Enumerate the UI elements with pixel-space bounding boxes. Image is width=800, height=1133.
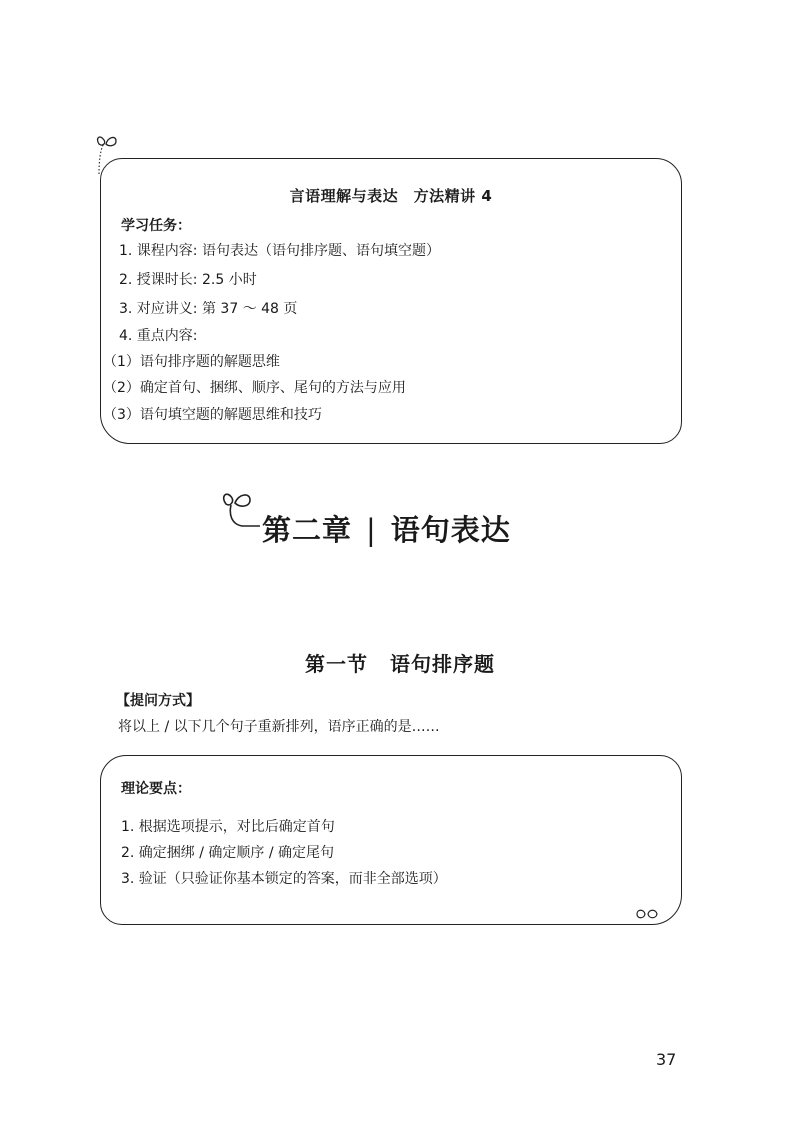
lesson-title: 言语理解与表达 方法精讲 4	[289, 187, 493, 205]
ask-method-text: 将以上 / 以下几个句子重新排列，语序正确的是……	[118, 719, 440, 735]
task-line: （2）确定首句、捆绑、顺序、尾句的方法与应用	[103, 380, 406, 396]
ask-method-heading: 【提问方式】	[116, 693, 200, 709]
task-line: 2. 授课时长: 2.5 小时	[119, 272, 257, 288]
section-number: 第一节	[305, 652, 368, 676]
page-number: 37	[656, 1050, 677, 1069]
section-title	[0, 648, 800, 677]
section-name: 语句排序题	[390, 652, 495, 676]
task-line: 1. 课程内容: 语句表达（语句排序题、语句填空题）	[119, 243, 440, 259]
theory-points-card	[100, 755, 682, 925]
task-heading: 学习任务：	[121, 218, 191, 234]
chapter-number: 第二章	[262, 513, 353, 547]
task-line: （3）语句填空题的解题思维和技巧	[103, 407, 322, 423]
theory-point: 1. 根据选项提示，对比后确定首句	[121, 819, 335, 835]
sprout-icon	[634, 906, 660, 922]
sprout-icon	[218, 488, 264, 534]
theory-point: 2. 确定捆绑 / 确定顺序 / 确定尾句	[121, 845, 335, 861]
task-line: （1）语句排序题的解题思维	[103, 354, 280, 370]
chapter-separator: |	[366, 513, 377, 547]
task-line: 3. 对应讲义: 第 37 ～ 48 页	[119, 301, 298, 317]
chapter-title	[262, 508, 511, 549]
theory-heading: 理论要点：	[121, 781, 191, 797]
lesson-task-card	[100, 158, 682, 444]
chapter-name: 语句表达	[390, 513, 511, 547]
theory-point: 3. 验证（只验证你基本锁定的答案，而非全部选项）	[121, 871, 447, 887]
task-line: 4. 重点内容:	[119, 328, 198, 344]
